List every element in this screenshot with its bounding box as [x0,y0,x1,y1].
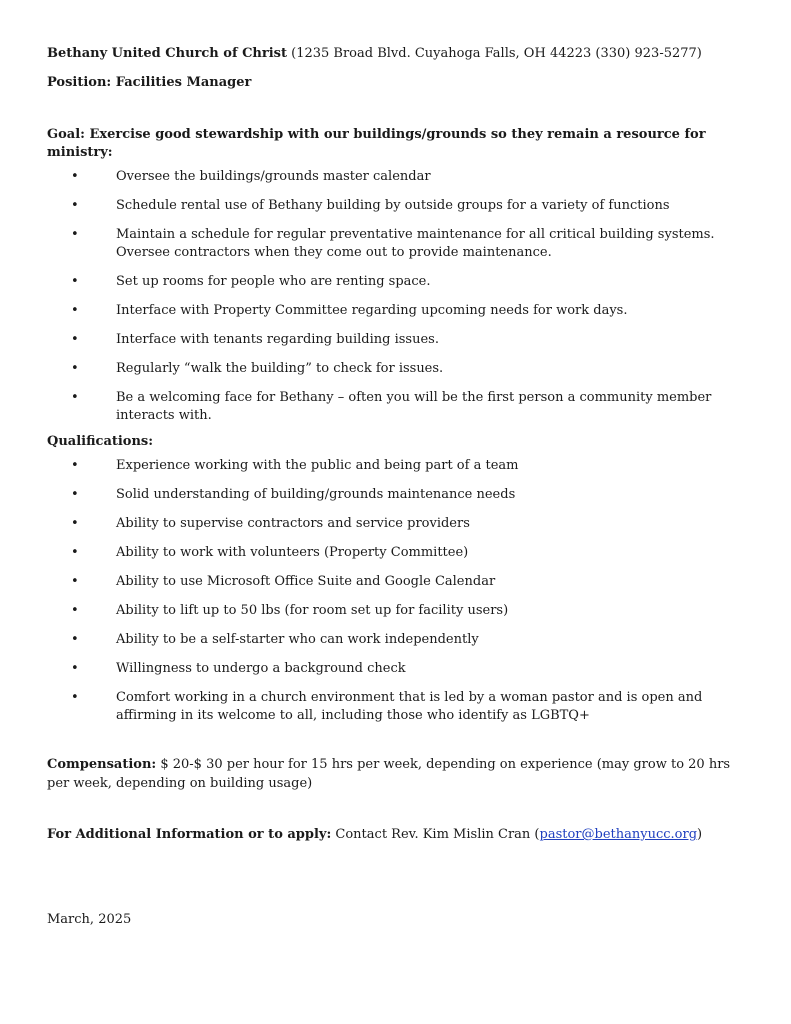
list-item: • Regularly “walk the building” to check for issues. [71,361,444,376]
list-item: • Interface with Property Committee regarding upcoming needs for work days. [71,303,628,318]
qualifications-list [47,457,747,725]
list-item: • Ability to work with volunteers (Property Committee) [71,545,469,560]
bullet-icon: • [71,632,79,647]
list-item: • Willingness to undergo a background check [71,661,406,676]
qualifications-heading: Qualifications: [47,434,154,449]
bullet-icon: • [71,516,79,531]
list-item: • Experience working with the public and being part of a team [71,458,519,473]
church-header [47,44,747,63]
bullet-icon: • [71,361,79,376]
goal-list [47,168,747,425]
list-item: • Ability to be a self-starter who can work independently [71,632,479,647]
list-item: • Ability to use Microsoft Office Suite and Google Calendar [71,574,496,589]
list-item: • Ability to lift up to 50 lbs (for room set up for facility users) [71,603,509,618]
bullet-icon: • [71,198,79,213]
bullet-icon: • [71,390,79,405]
bullet-icon: • [71,603,79,618]
contact-paragraph [47,825,747,844]
list-item: • Oversee the buildings/grounds master calendar [71,169,431,184]
list-item: • Comfort working in a church environment that is led by a woman pastor and is open and affirming in its welcome to all, including those who identify as LGBTQ+ [71,690,703,723]
list-item: • Ability to supervise contractors and service providers [71,516,470,531]
church-address: (1235 Broad Blvd. Cuyahoga Falls, OH 44223 (330) 923-5277) [291,46,702,61]
bullet-icon: • [71,332,79,347]
position-title: Position: Facilities Manager [47,75,252,90]
bullet-icon: • [71,574,79,589]
list-item: • Be a welcoming face for Bethany – often you will be the first person a community member interacts with. [71,390,712,423]
compensation-paragraph [47,755,747,793]
bullet-icon: • [71,487,79,502]
bullet-icon: • [71,458,79,473]
bullet-icon: • [71,661,79,676]
contact-label: For Additional Information or to apply: [47,827,332,842]
bullet-icon: • [71,169,79,184]
bullet-icon: • [71,545,79,560]
bullet-icon: • [71,227,79,242]
contact-close: ) [697,827,703,842]
goal-heading: Goal: Exercise good stewardship with our buildings/grounds so they remain a resource for ministry: [47,127,706,160]
church-name: Bethany United Church of Christ [47,46,287,61]
bullet-icon: • [71,690,79,705]
list-item: • Interface with tenants regarding building issues. [71,332,439,347]
list-item: • Maintain a schedule for regular preventative maintenance for all critical building systems. Oversee contractors when they come out to provide maintenance. [71,227,715,260]
compensation-text: $ 20-$ 30 per hour for 15 hrs per week, depending on experience (may grow to 20 hrs per week, depending on building usage) [47,757,731,791]
bullet-icon: • [71,303,79,318]
document-date: March, 2025 [47,912,132,927]
bullet-icon: • [71,274,79,289]
list-item: • Set up rooms for people who are renting space. [71,274,431,289]
compensation-label: Compensation: [47,757,157,772]
document-page [47,44,747,929]
list-item: • Solid understanding of building/grounds maintenance needs [71,487,516,502]
list-item: • Schedule rental use of Bethany building by outside groups for a variety of functions [71,198,670,213]
contact-text: Contact Rev. Kim Mislin Cran ( [331,827,540,842]
email-link[interactable]: pastor@bethanyucc.org [539,827,698,842]
